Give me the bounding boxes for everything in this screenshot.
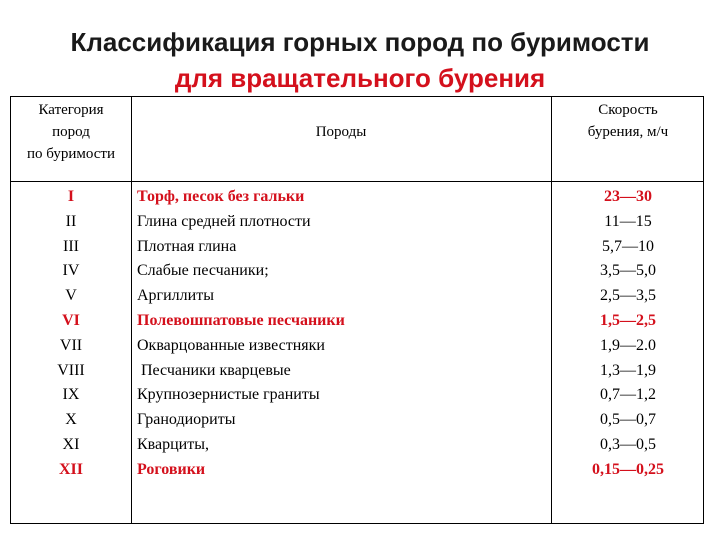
rock-cell: Глина средней плотности xyxy=(137,212,311,230)
speed-cell: 0,5—0,7 xyxy=(600,411,656,429)
rock-cell: Крупнозернистые граниты xyxy=(137,386,320,404)
rock-cell: Гранодиориты xyxy=(137,411,236,429)
speed-cell: 0,7—1,2 xyxy=(600,386,656,404)
speed-cell: 2,5—3,5 xyxy=(600,287,656,305)
category-cell: XI xyxy=(62,435,80,453)
rock-cell: Полевошпатовые песчаники xyxy=(137,311,345,329)
rock-column xyxy=(137,185,557,483)
speed-cell: 5,7—10 xyxy=(602,237,654,255)
drillability-table xyxy=(10,96,704,524)
category-cell: I xyxy=(67,188,75,205)
header-divider xyxy=(11,181,703,182)
page-title xyxy=(0,24,720,96)
header-category-line: Категория xyxy=(38,102,104,118)
category-cell: VI xyxy=(62,311,80,329)
header-speed-line: бурения, м/ч xyxy=(587,124,669,140)
category-cell: VIII xyxy=(57,361,85,379)
rock-cell: Кварциты, xyxy=(137,435,209,453)
category-cell: V xyxy=(65,287,77,305)
category-cell: III xyxy=(63,237,79,255)
category-cell: IV xyxy=(62,262,80,280)
category-cell: II xyxy=(65,212,77,230)
rock-cell: Роговики xyxy=(137,460,206,478)
rock-cell: Слабые песчаники; xyxy=(137,262,269,280)
speed-cell: 1,3—1,9 xyxy=(600,361,656,379)
rock-cell: Аргиллиты xyxy=(137,287,214,305)
header-speed-line: Скорость xyxy=(598,102,658,118)
column-divider xyxy=(131,97,132,523)
header-rocks-label: Породы xyxy=(315,124,367,140)
speed-cell: 0,15—0,25 xyxy=(592,460,664,478)
speed-cell: 1,5—2,5 xyxy=(600,311,656,329)
header-category-line: пород xyxy=(52,124,90,140)
header-speed xyxy=(551,99,705,143)
title-line-2: для вращательного бурения xyxy=(174,63,546,93)
rock-cell: Окварцованные известняки xyxy=(137,336,325,354)
speed-cell: 23—30 xyxy=(604,188,652,205)
header-category xyxy=(11,99,131,165)
category-cell: VII xyxy=(59,336,83,354)
speed-cell: 1,9—2.0 xyxy=(600,336,656,354)
header-category-line: по буримости xyxy=(27,146,115,162)
rock-cell: Торф, песок без гальки xyxy=(137,188,305,205)
rock-cell: Плотная глина xyxy=(137,237,237,255)
speed-cell: 3,5—5,0 xyxy=(600,262,656,280)
header-rocks xyxy=(131,121,551,143)
speed-column xyxy=(551,185,705,483)
category-cell: XII xyxy=(58,460,83,478)
category-column xyxy=(11,185,131,483)
rock-cell: Песчаники кварцевые xyxy=(137,361,291,379)
title-line-1: Классификация горных пород по буримости xyxy=(70,27,650,57)
category-cell: X xyxy=(65,411,77,429)
speed-cell: 11—15 xyxy=(604,212,652,230)
category-cell: IX xyxy=(62,386,80,404)
speed-cell: 0,3—0,5 xyxy=(600,435,656,453)
